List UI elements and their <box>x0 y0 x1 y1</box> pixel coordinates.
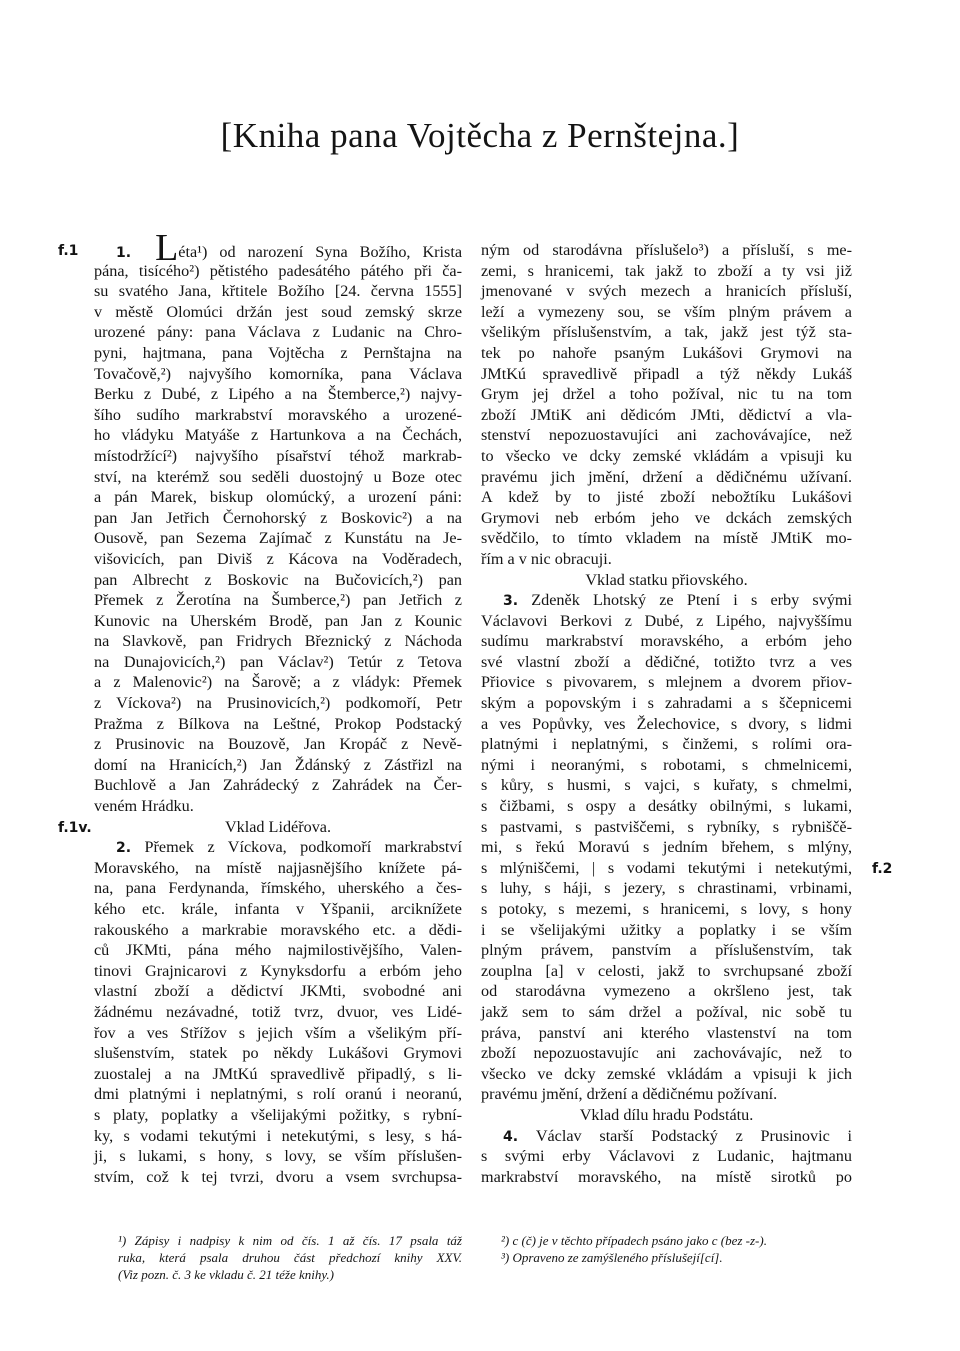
paragraph-line: zboží JMtiK ani dědicóm JMti, dědictví a vla- <box>481 405 852 424</box>
paragraph-line: z Prusinovic na Bouzově, Jan Kropáč z Nevě- <box>94 735 462 754</box>
paragraph-line: šího sudího markrabství moravského a urozené- <box>94 405 462 424</box>
paragraph-line: s čižbami, s ospy a desátky obilnými, s lukami, <box>481 797 852 816</box>
entry-number: 4. <box>503 1128 519 1145</box>
paragraph-line: a ves Popůvky, ves Želechovice, s dvory, s lidmi <box>481 714 852 733</box>
paragraph-line: ství, na kterémž sou seděli duostojný u Boze otec <box>94 467 462 486</box>
paragraph-line: svědčilo, to tímto vkladem na místě JMtiK mo- <box>481 529 852 548</box>
paragraph-line: řov a ves Střížov s jejich vším a všelikým pří- <box>94 1023 462 1042</box>
paragraph-line: 3. Zdeněk Lhotský ze Ptení i s erby svými <box>503 591 852 610</box>
paragraph-line: stenství nepozuostavujíci ani zachovávajíce, než <box>481 426 852 445</box>
paragraph-line: ky, s vodami tekutými i netekutými, s lesy, s há- <box>94 1126 462 1145</box>
paragraph-line: Pražma z Bílkova na Leštné, Prokop Podstacký <box>94 714 462 733</box>
page-title: [Kniha pana Vojtěcha z Pernštejna.] <box>220 116 740 155</box>
margin-folio-f2: f.2 <box>872 861 893 877</box>
right-column <box>481 240 852 1187</box>
paragraph-line: leží a vymezeny sou, se vším plným právem a <box>481 302 852 321</box>
paragraph-line: pravému jmění, držení a dědičnému požívaní. <box>481 1085 778 1104</box>
paragraph-line: a z Malenovic²) na Šarově; a z vládyk: Přemek <box>94 673 462 692</box>
paragraph-line: Přiovice s pivovarem, s mlejnem a dvorem přiov- <box>481 673 852 692</box>
paragraph-line: jmenované v svých mezech a hranicích přísluší, <box>481 282 852 301</box>
paragraph-line: zouplna [a] v celosti, jakž to svrchupsané zboží <box>481 961 852 980</box>
margin-folio-f1: f.1 <box>58 243 79 259</box>
paragraph-line: Ousově, pan Sezema Zajímač z Kunstátu na Je- <box>94 529 462 548</box>
paragraph-line: stvím, což k tej tvrzi, dvoru a vsem svrchupsa- <box>94 1167 462 1186</box>
paragraph-line: z Víckova²) na Prusinovicích,²) podkomoří, Petr <box>94 694 462 713</box>
paragraph-line: ji, s lukami, s hony, s lovy, se vším příslušen- <box>94 1147 462 1166</box>
paragraph-line: zboží nepozuostavujíc ani zachovávajíc, než to <box>481 1044 852 1063</box>
paragraph-line: domí na Hranicích,²) Jan Ždánský z Zástřizl na <box>94 755 462 774</box>
paragraph-line: A kdež by to jisté zboží nebožtíku Lukášovi <box>481 488 852 507</box>
paragraph-line: markrabství moravského, na místě sirotků po <box>481 1167 852 1186</box>
paragraph-line: rakouského a markrabie moravského etc. a dědi- <box>94 920 462 939</box>
paragraph-line: s potoky, s mezemi, s hranicemi, s lovy, s hony <box>481 900 852 918</box>
paragraph-line: Kunovic na Uherském Brodě, pan Jan z Kounic <box>94 611 462 630</box>
footnote-line: ruka, která psala druhou část předchozí knihy XXV. <box>118 1250 462 1265</box>
paragraph-line: veném Hrádku. <box>94 797 194 816</box>
paragraph-line: Moravského, na místě najjasnějšího knížete pá- <box>94 858 462 877</box>
paragraph-line: to všecko ve dcky zemské vkládám a vpisuji ku <box>481 446 852 465</box>
paragraph-line: na Dunajovicích,²) pan Václav²) Tetúr z Tetova <box>94 652 462 671</box>
paragraph-line: řím a v nic obracuji. <box>481 549 612 568</box>
paragraph-line: plným právem, panstvím a příslušenstvím, tak <box>481 941 852 960</box>
left-column <box>94 227 463 1187</box>
paragraph-line: na Slavkově, pan Fridrych Březnický z Náchoda <box>94 632 462 651</box>
paragraph-line: s svými erby Václavovi z Ludanic, hajtmanu <box>481 1147 852 1166</box>
paragraph-line: Grymovi neb erbóm jeho ve dckách zemských <box>481 508 852 527</box>
footnotes-left <box>118 1232 462 1283</box>
paragraph-line: platnými i neplatnými, s činžemi, s rolími ora- <box>481 735 852 754</box>
entry-number: 3. <box>503 593 519 610</box>
section-heading: Vklad statku přiovského. <box>585 570 748 589</box>
paragraph-line: Přemek z Žerotína na Šumberce,²) pan Jetřich z <box>94 591 462 610</box>
paragraph-line: sudímu markrabství moravského, a erbóm jeho <box>481 632 852 651</box>
paragraph-line: 2. Přemek z Víckova, podkomoří markrabství <box>116 838 462 857</box>
paragraph-line: i se všelijakými užitky a poplatky i se vším <box>481 920 852 939</box>
paragraph-line: Buchlově a Jan Zahrádecký z Zahrádek na Čer- <box>94 776 462 795</box>
entry-number: 1. <box>116 245 132 261</box>
paragraph-line: ským a popovským i s zahradami a s ščepnicemi <box>481 694 852 713</box>
paragraph-line: zemi, s hranicemi, tak jakž to zboží a ty vsi již <box>481 261 852 280</box>
paragraph-line: pan Albrecht z Boskovic na Bučovicích,²) pan <box>94 570 462 589</box>
footnote-line: ²) c (č) je v těchto případech psáno jako c (bez -z-). <box>501 1233 767 1248</box>
paragraph-line: pan Jan Jetřich Černohorský z Boskovic²) a na <box>94 508 462 527</box>
paragraph-line: s pastvami, s pastviščemi, s rybníky, s rybniščě- <box>481 817 852 836</box>
paragraph-line: s kůry, s husmi, s vajci, s kuřaty, s chmelmi, <box>481 776 852 795</box>
paragraph-line: pyni, hajtmana, pana Vojtěcha z Pernštajna na <box>94 343 462 362</box>
paragraph-line: všelikým příslušenstvím, a tak, jakž jest týž sta- <box>481 323 852 342</box>
paragraph-line: žádnému nezávadné, totiž tvrz, dvuor, ves Lidé- <box>94 1002 462 1021</box>
paragraph-line: dmi platnými i neplatnými, s rolí oranú i neoranú, <box>94 1085 462 1104</box>
paragraph-line: su svatého Jana, křtitele Božího [24. června 1555] <box>94 282 462 301</box>
paragraph-line: 1. Léta¹) od narození Syna Božího, Krista <box>116 227 463 269</box>
paragraph-line: Berku z Dubé, z Lipého a na Štemberce,²) najvy- <box>94 385 462 404</box>
paragraph-line: kého etc. krále, infanta v Yšpanii, arciknížete <box>94 900 462 918</box>
paragraph-line: ho vládyku Matyáše z Hartunkova a na Čechách, <box>94 426 462 445</box>
paragraph-line: s platy, poplatky a všelijakými požitky, s rybní- <box>94 1105 462 1124</box>
section-heading: Vklad dílu hradu Podstátu. <box>579 1105 754 1124</box>
paragraph-line: všecko ve dcky zemské vkládám a vpisuji k jich <box>481 1064 852 1083</box>
paragraph-line: a pán Marek, biskup olomúcký, a urození páni: <box>94 488 462 507</box>
paragraph-line: tinovi Grajnicarovi z Kynyksdorfu a erbóm jeho <box>94 961 462 980</box>
paragraph-line: pána, tisícého²) pětistého padesátého pátého při ča- <box>94 261 462 280</box>
paragraph-line: tek po nahoře psaným Lukášovi Grymovi na <box>481 343 852 362</box>
paragraph-line: višovicích, pan Diviš z Kácova na Voděradech, <box>94 549 462 568</box>
paragraph-line: Tovačově,²) najvyšího komorníka, pana Václava <box>94 364 462 383</box>
paragraph-line: Grym jej držel a toho požíval, nic tu na tom <box>481 385 852 404</box>
paragraph-line: na, pana Ferdynanda, římského, uherského a čes- <box>94 879 462 898</box>
paragraph-line: JMtKú spravedlivě připadl a týž někdy Lukáš <box>481 364 852 383</box>
initial-letter: L <box>155 227 179 269</box>
paragraph-line: místodržící²) najvyšího písařství téhož markrab- <box>94 446 462 465</box>
paragraph-line: s luhy, s háji, s jezery, s chrastinami, vrbinami, <box>481 879 852 898</box>
section-heading: Vklad Lidéřova. <box>224 817 332 836</box>
paragraph-line: v městě Olomúci držán jest soud zemský skrze <box>94 302 462 321</box>
paragraph-line: slušenstvím, statek po někdy Lukášovi Grymovi <box>94 1044 462 1063</box>
footnote-line: ¹) Zápisy i nadpisy k nim od čís. 1 až čís. 17 psala táž <box>118 1233 462 1248</box>
paragraph-line: Václavovi Berkovi z Dubé, z Lipého, najvyššímu <box>481 611 852 630</box>
paragraph-line: pravému jich jmění, držení a dědičnému užívaní. <box>481 467 852 486</box>
entry-number: 2. <box>116 840 132 857</box>
paragraph-line: práva, panství ani kterého vlastenství na tom <box>481 1023 852 1042</box>
paragraph-line: urozené pány: pana Václava z Ludanic na Chro- <box>94 323 462 342</box>
paragraph-line: jakž sem to sám držel a požíval, nic sobě tu <box>481 1002 852 1021</box>
paragraph-line: ců JKMti, pána mého najmilostivějšího, Valen- <box>94 941 462 960</box>
paragraph-line: 4. Václav starší Podstacký z Prusinovic i <box>503 1126 853 1145</box>
paragraph-line: nými i neoranými, s robotami, s chmelnicemi, <box>481 755 852 774</box>
paragraph-line: s mlýniščemi, | s vodami tekutými i netekutými, <box>481 858 852 877</box>
paragraph-line: od starodávna vymezeno a okršleno jest, tak <box>481 982 852 1001</box>
paragraph-line: mi, s řekú Moravú s jedním břehem, s mlýny, <box>481 838 852 857</box>
margin-folio-f1v: f.1v. <box>58 820 92 836</box>
footnote-line: (Viz pozn. č. 3 ke vkladu č. 21 téže knihy.) <box>118 1267 334 1282</box>
footnote-line: ³) Opraveno ze zamýšleného příslušejí[cí]. <box>501 1250 723 1265</box>
paragraph-line: ným od starodávna příslušelo³) a přísluší, s me- <box>481 241 852 259</box>
paragraph-line: své vlastní zboží a dědičné, totižto tvrz a ves <box>481 652 852 671</box>
footnotes-right <box>501 1232 861 1266</box>
paragraph-line: zuostalej a na JMtKú spravedlivě připadlý, s li- <box>94 1064 462 1083</box>
paragraph-line: vlastní zboží a dědictví JKMti, svobodné ani <box>94 982 462 1001</box>
